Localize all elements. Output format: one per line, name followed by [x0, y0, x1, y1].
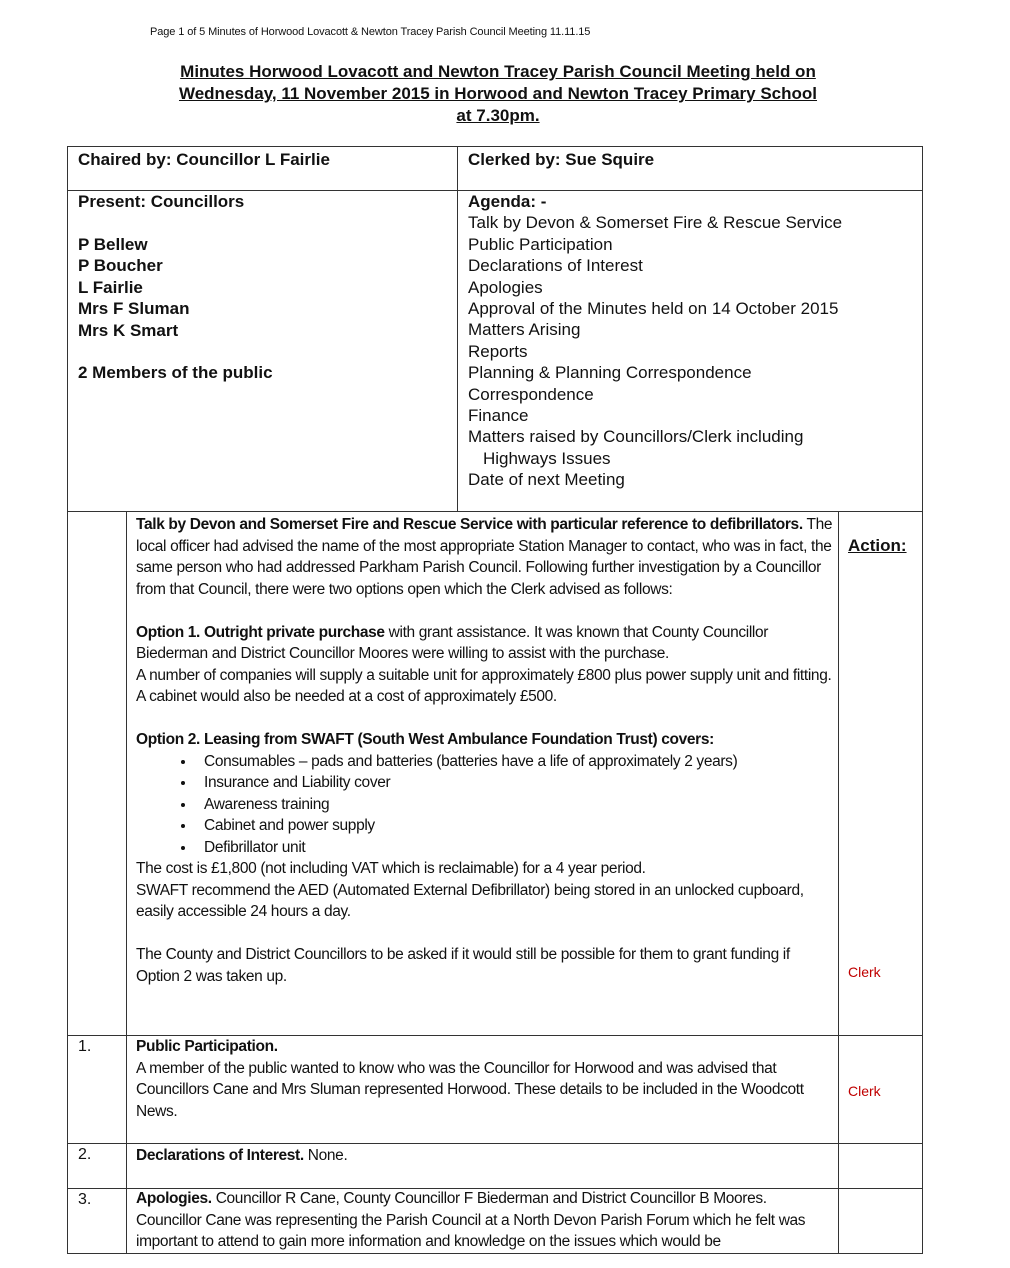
minutes-table — [67, 512, 923, 1254]
agenda-item: Finance — [468, 406, 529, 426]
document-title — [68, 61, 928, 127]
agenda-item: Talk by Devon & Somerset Fire & Rescue Service — [468, 213, 843, 233]
item-number: 3. — [78, 1191, 92, 1208]
agenda-item: Correspondence — [468, 384, 594, 404]
item-heading: Apologies. — [136, 1190, 212, 1207]
present-list — [78, 191, 273, 384]
agenda-item: Matters raised by Councillors/Clerk including — [468, 427, 804, 447]
agenda-list — [468, 191, 842, 491]
councillor: P Bellew — [78, 234, 148, 254]
title-line-1: Minutes Horwood Lovacott and Newton Tracey Parish Council Meeting held on — [180, 62, 816, 81]
apologies — [136, 1188, 836, 1253]
action-clerk: Clerk — [848, 1083, 881, 1099]
agenda-item: Reports — [468, 341, 528, 361]
list-item: • Defibrillator unit — [196, 837, 836, 859]
cost-text: The cost is £1,800 (not including VAT which is reclaimable) for a 4 year period. — [136, 860, 646, 877]
agenda-item: Approval of the Minutes held on 14 October 2015 — [468, 299, 839, 319]
declarations — [136, 1145, 836, 1167]
option1-more: A number of companies will supply a suitable unit for approximately £800 plus power supply unit and fitting. A cabinet would also be needed at a cost of approximately £500. — [136, 666, 832, 705]
councillor: L Fairlie — [78, 277, 143, 297]
clerked-by: Clerked by: Sue Squire — [468, 150, 655, 169]
item-body: None. — [303, 1147, 348, 1164]
title-line-3: at 7.30pm. — [456, 106, 540, 125]
item-number: 1. — [78, 1038, 92, 1055]
agenda-item: Planning & Planning Correspondence — [468, 363, 752, 383]
option2-bullets — [136, 751, 836, 859]
agenda-item: Highways Issues — [483, 448, 611, 468]
item-body: Councillor R Cane, County Councillor F Biederman and District Councillor B Moores. Councillor Cane was representing the Parish Council at a North Devon Parish Forum which he felt was important to attend to gain more information and knowledge on the issues which would be — [136, 1190, 806, 1250]
swaft-text: SWAFT recommend the AED (Automated External Defibrillator) being stored in an unlocked cupboard, easily accessible 24 hours a day. — [136, 881, 804, 920]
option2-heading: Option 2. Leasing from SWAFT (South West Ambulance Foundation Trust) covers: — [136, 731, 714, 748]
talk-section — [136, 514, 836, 987]
option1-heading: Option 1. Outright private purchase — [136, 623, 385, 641]
title-line-2: Wednesday, 11 November 2015 in Horwood and Newton Tracey Primary School — [178, 84, 818, 103]
action-heading: Action: — [848, 536, 907, 555]
option1-body: with grant assistance. It was known that County Councillor Biederman and District Councillor Moores were willing to assist with the purchase. — [136, 623, 769, 662]
list-item: • Insurance and Liability cover — [196, 772, 836, 794]
agenda-item: Date of next Meeting — [468, 470, 625, 490]
item-heading: Declarations of Interest. — [136, 1147, 304, 1164]
item-number: 2. — [78, 1146, 92, 1163]
agenda-item: Apologies — [468, 277, 543, 297]
members-of-public: 2 Members of the public — [78, 363, 273, 383]
talk-heading: Talk by Devon and Somerset Fire and Rescue Service with particular reference to defibrillators. — [136, 516, 803, 533]
chaired-by: Chaired by: Councillor L Fairlie — [78, 150, 330, 169]
councillor: P Boucher — [78, 256, 163, 276]
page-header: Page 1 of 5 Minutes of Horwood Lovacott & Newton Tracey Parish Council Meeting 11.11.15 — [150, 26, 591, 38]
public-participation — [136, 1036, 836, 1122]
meeting-info-table — [67, 146, 923, 512]
item-heading: Public Participation. — [136, 1038, 278, 1055]
councillor: Mrs F Sluman — [78, 299, 190, 319]
action-clerk: Clerk — [848, 964, 881, 980]
agenda-item: Public Participation — [468, 234, 613, 254]
agenda-heading: Agenda: - — [468, 192, 547, 211]
agenda-item: Declarations of Interest — [468, 256, 643, 276]
list-item: • Consumables – pads and batteries (batteries have a life of approximately 2 years) — [196, 751, 836, 773]
item-body: A member of the public wanted to know who was the Councillor for Horwood and was advised that Councillors Cane and Mrs Sluman represented Horwood. These details to be included in the Woodcott News. — [136, 1059, 804, 1120]
list-item: • Cabinet and power supply — [196, 815, 836, 837]
county-text: The County and District Councillors to be asked if it would still be possible for them to grant funding if Option 2 was taken up. — [136, 946, 790, 985]
talk-body: The local officer had advised the name of the most appropriate Station Manager to contact, who was in fact, the same person who had addressed Parkham Parish Council. Following further investigation by a Councillor from that Council, there were two options open which the Clerk advised as follows: — [136, 516, 833, 598]
present-heading: Present: Councillors — [78, 192, 245, 211]
agenda-item: Matters Arising — [468, 320, 581, 340]
councillor: Mrs K Smart — [78, 320, 179, 340]
list-item: • Awareness training — [196, 794, 836, 816]
